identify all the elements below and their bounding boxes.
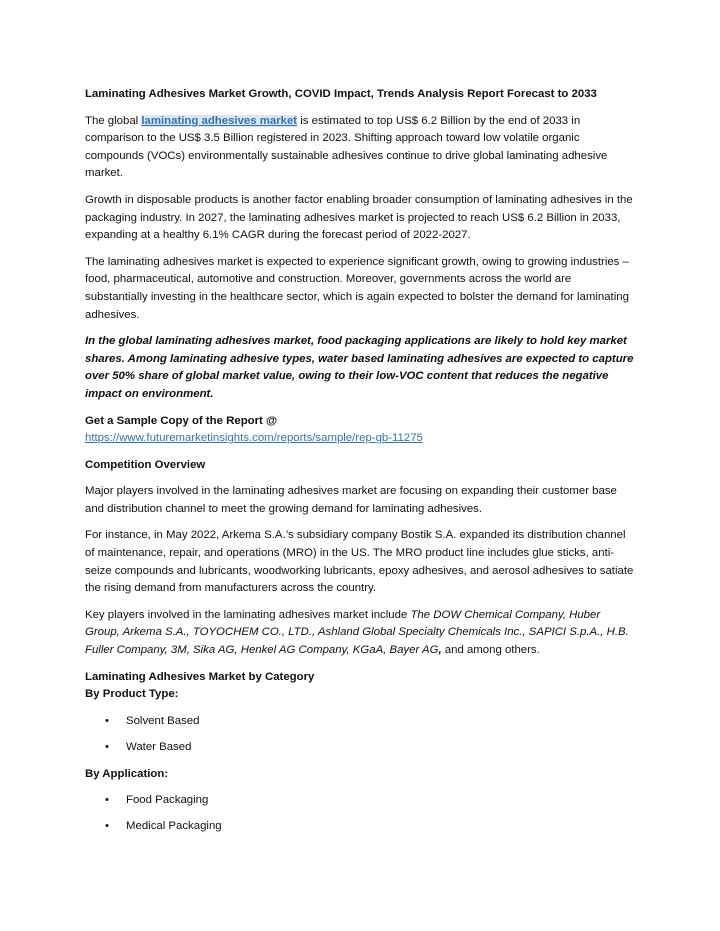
market-link[interactable]: laminating adhesives market [141, 114, 298, 127]
key-players-paragraph [85, 607, 636, 660]
list-item-label: Water Based [126, 740, 192, 753]
document-title: Laminating Adhesives Market Growth, COVID Impact, Trends Analysis Report Forecast to 2033 [85, 88, 597, 100]
product-type-list [85, 713, 636, 765]
company-list-comma: , [438, 644, 442, 657]
intro-paragraph [85, 113, 636, 183]
intro-text-before: The global [85, 114, 142, 127]
sample-report-link[interactable]: https://www.futuremarketinsights.com/reports/sample/rep-gb-11275 [85, 432, 423, 445]
list-item [85, 739, 636, 765]
list-item [85, 818, 636, 844]
application-heading: By Application: [85, 767, 169, 780]
category-heading: Laminating Adhesives Market by Category [85, 670, 315, 683]
players-paragraph: Major players involved in the laminating adhesives market are focusing on expanding their customer base and distribution channel to meet the growing demand for laminating adhesives. [85, 485, 617, 515]
application-list [85, 792, 636, 844]
company-list: The DOW Chemical Company, Huber Group, Arkema S.A., TOYOCHEM CO., LTD., Ashland Global Specialty Chemicals Inc., SAPICI S.p.A., H.B. Fuller Company, 3M, Sika AG, Henkel AG Company, KGaA, Bayer AG [85, 608, 629, 657]
bullet-icon: • [105, 794, 109, 807]
intro-text-after: is estimated to top US$ 6.2 Billion by the end of 2033 in comparison to the US$ 3.5 Billion registered in 2023. Shifting approach toward low volatile organic compounds (VOCs) environmentally sustainable adhesives continue to drive global laminating adhesive market. [85, 114, 608, 180]
highlight-paragraph: In the global laminating adhesives market, food packaging applications are likely to hold key market shares. Among laminating adhesive types, water based laminating adhesives are expected to capture over 50% share of global market value, owing to their low-VOC content that reduces the negative impact on environment. [85, 335, 634, 400]
bullet-icon: • [105, 740, 109, 753]
key-players-after: and among others. [441, 644, 540, 657]
competition-heading: Competition Overview [85, 458, 206, 471]
bullet-icon: • [105, 714, 109, 727]
list-item-label: Medical Packaging [126, 820, 222, 833]
key-players-before: Key players involved in the laminating adhesives market include [85, 608, 411, 621]
arkema-paragraph: For instance, in May 2022, Arkema S.A.’s subsidiary company Bostik S.A. expanded its distribution channel of maintenance, repair, and operations (MRO) in the US. The MRO product line includes glue sticks, anti-seize compounds and lubricants, woodworking lubricants, epoxy adhesives, and aerosol adhesives to satiate the rising demand from manufacturers across the country. [85, 529, 634, 595]
list-item-label: Food Packaging [126, 794, 209, 807]
product-type-heading: By Product Type: [85, 688, 179, 701]
list-item [85, 792, 636, 818]
growth-paragraph: Growth in disposable products is another factor enabling broader consumption of laminating adhesives in the packaging industry. In 2027, the laminating adhesives market is projected to reach US$ 6.2 Billion in 2033, expanding at a healthy 6.1% CAGR during the forecast period of 2022-2027. [85, 193, 633, 242]
list-item-label: Solvent Based [126, 714, 200, 727]
sample-section [85, 413, 636, 448]
bullet-icon: • [105, 820, 109, 833]
sample-label: Get a Sample Copy of the Report @ [85, 414, 278, 427]
industries-paragraph: The laminating adhesives market is expected to experience significant growth, owing to growing industries – food, pharmaceutical, automotive and construction. Moreover, governments across the world are substantially investing in the healthcare sector, which is again expected to bolster the demand for laminating adhesives. [85, 255, 629, 321]
list-item [85, 713, 636, 739]
